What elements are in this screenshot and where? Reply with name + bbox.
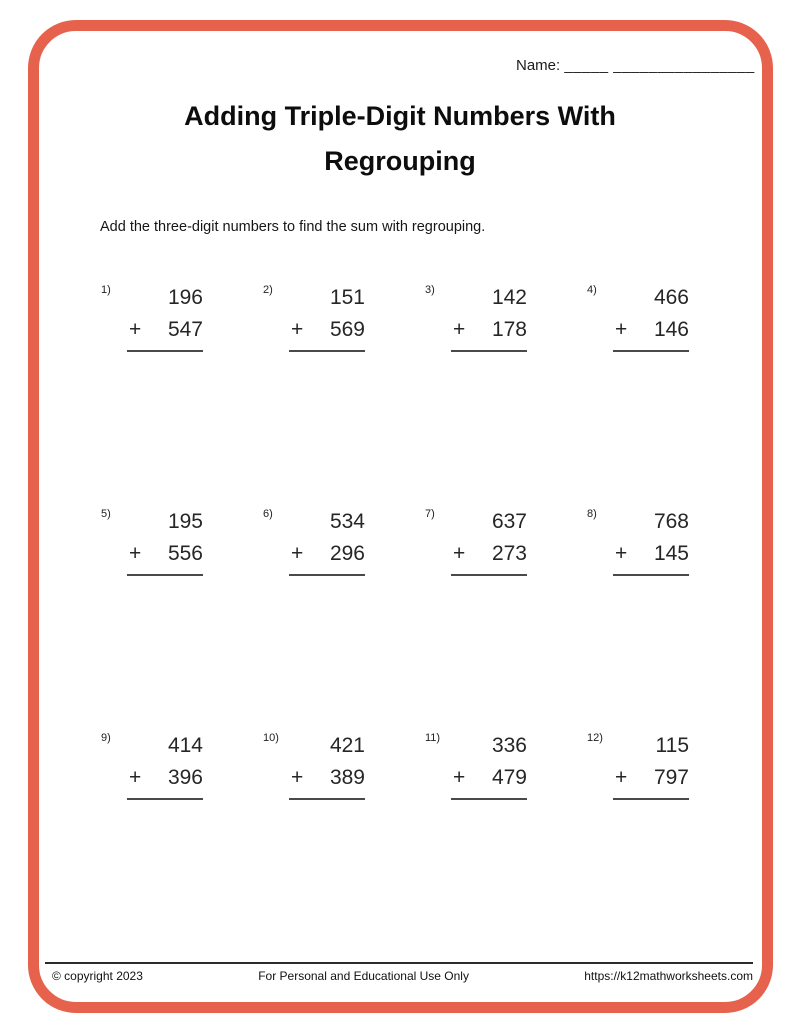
problem-cell [101,506,263,577]
problem-cell [587,730,749,801]
problem-number-label: 11) [425,732,441,744]
addend-bottom: 479 [491,766,527,789]
problem-number-label: 12) [587,732,603,744]
plus-operator: + [291,318,304,341]
problem-operands [451,282,527,352]
problem-number-label: 2) [263,284,273,296]
problem-operands [451,506,527,576]
footer [45,969,753,983]
plus-operator: + [129,542,142,565]
problem-number-label: 7) [425,508,435,520]
problem-number-label: 1) [101,284,111,296]
addend-bottom: 396 [167,766,203,789]
name-label: Name: [516,57,561,74]
addend-top: 151 [329,286,365,309]
footer-url-link[interactable]: https://k12mathworksheets.com [584,969,753,983]
answer-blank-line [127,798,203,800]
addend-top: 414 [167,734,203,757]
addend-bottom: 547 [167,318,203,341]
problem-cell [425,730,587,801]
addend-top: 115 [655,734,689,757]
problem-operands [451,730,527,800]
problem-number-label: 9) [101,732,111,744]
addend-top: 142 [491,286,527,309]
problem-cell [101,730,263,801]
problem-operands [289,506,365,576]
footer-divider [45,962,753,964]
plus-operator: + [615,542,628,565]
problem-cell [587,282,749,353]
problem-operands [127,730,203,800]
addend-top: 768 [653,510,689,533]
answer-blank-line [451,574,527,576]
instruction-text: Add the three-digit numbers to find the sum with regrouping. [100,219,486,235]
name-blank-line: _____ ________________ [564,57,755,74]
problem-operands [289,282,365,352]
problem-number-label: 8) [587,508,597,520]
problem-operands [127,282,203,352]
problem-operands [127,506,203,576]
plus-operator: + [615,766,628,789]
page-title [0,94,800,184]
plus-operator: + [453,542,466,565]
answer-blank-line [451,350,527,352]
problem-number-label: 5) [101,508,111,520]
answer-blank-line [613,350,689,352]
footer-usage-note: For Personal and Educational Use Only [258,969,469,983]
problem-operands [289,730,365,800]
problem-operands [613,506,689,576]
problem-cell [263,282,425,353]
problem-cell [425,506,587,577]
name-row [516,57,755,74]
problem-number-label: 4) [587,284,597,296]
problem-number-label: 6) [263,508,273,520]
addend-bottom: 556 [167,542,203,565]
problem-number-label: 10) [263,732,279,744]
addend-bottom: 389 [329,766,365,789]
answer-blank-line [289,798,365,800]
problem-cell [587,506,749,577]
plus-operator: + [291,542,304,565]
addend-top: 195 [167,510,203,533]
problem-cell [425,282,587,353]
addend-top: 336 [491,734,527,757]
problem-operands [613,730,689,800]
answer-blank-line [127,350,203,352]
addend-bottom: 296 [329,542,365,565]
footer-copyright: © copyright 2023 [52,969,143,983]
problem-cell [263,506,425,577]
addend-bottom: 145 [653,542,689,565]
plus-operator: + [291,766,304,789]
plus-operator: + [129,318,142,341]
answer-blank-line [451,798,527,800]
page-title-line2: Regrouping [324,146,476,176]
problems-grid [101,282,749,801]
plus-operator: + [453,318,466,341]
answer-blank-line [289,350,365,352]
page-title-line1: Adding Triple-Digit Numbers With [184,101,616,131]
addend-top: 637 [491,510,527,533]
answer-blank-line [127,574,203,576]
addend-bottom: 178 [491,318,527,341]
addend-bottom: 146 [653,318,689,341]
addend-top: 466 [653,286,689,309]
addend-top: 196 [167,286,203,309]
addend-top: 421 [329,734,365,757]
answer-blank-line [613,574,689,576]
problem-cell [101,282,263,353]
problem-cell [263,730,425,801]
addend-bottom: 569 [329,318,365,341]
problem-number-label: 3) [425,284,435,296]
addend-top: 534 [329,510,365,533]
answer-blank-line [613,798,689,800]
answer-blank-line [289,574,365,576]
plus-operator: + [129,766,142,789]
problem-operands [613,282,689,352]
plus-operator: + [453,766,466,789]
addend-bottom: 797 [653,766,689,789]
addend-bottom: 273 [491,542,527,565]
plus-operator: + [615,318,628,341]
